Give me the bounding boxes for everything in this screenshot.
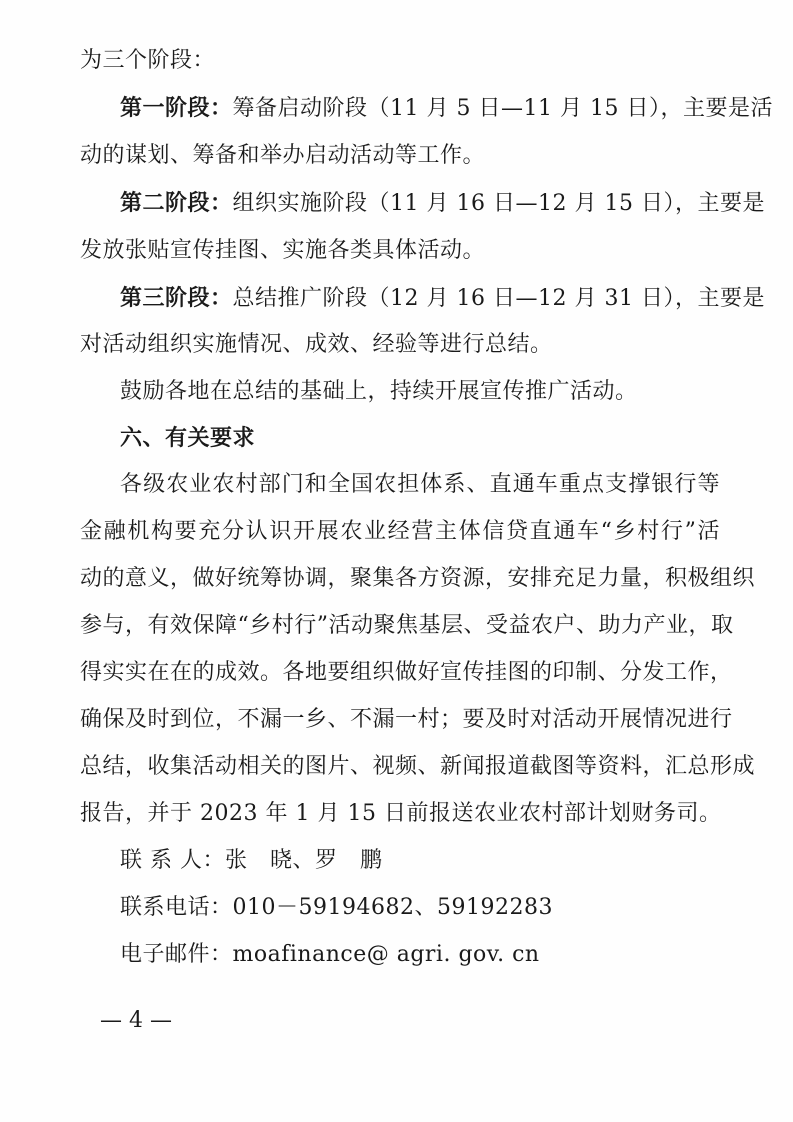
contact-email (120, 940, 720, 970)
stage2-text-line2: 发放张贴宣传挂图、实施各类具体活动。 (80, 238, 486, 263)
requirements-heading (120, 424, 720, 454)
requirements-line-1-text: 各级农业农村部门和全国农担体系、直通车重点支撑银行等 (120, 472, 720, 497)
requirements-line-4-text: 参与，有效保障“乡村行”活动聚焦基层、受益农户、助力产业，取 (80, 613, 734, 638)
encourage-text: 鼓励各地在总结的基础上，持续开展宣传推广活动。 (120, 379, 638, 404)
requirements-line-1 (120, 470, 720, 500)
contact-phone (120, 893, 720, 923)
stages-intro (80, 46, 720, 76)
requirements-line-3 (80, 564, 756, 594)
stage3-paragraph-line1 (120, 283, 765, 314)
stage3-paragraph-line2 (80, 330, 720, 360)
requirements-line-3-text: 动的意义，做好统筹协调，聚集各方资源，安排充足力量，积极组织 (80, 566, 756, 591)
stage2-label: 第二阶段： (120, 190, 233, 216)
requirements-line-8 (80, 799, 720, 829)
requirements-line-2-text: 金融机构要充分认识开展农业经营主体信贷直通车“乡村行”活 (80, 519, 720, 544)
requirements-line-7 (80, 752, 756, 782)
stage1-text-line2: 动的谋划、筹备和举办启动活动等工作。 (80, 143, 486, 168)
stage2-paragraph-line2 (80, 236, 720, 266)
requirements-line-6-text: 确保及时到位，不漏一乡、不漏一村；要及时对活动开展情况进行 (80, 707, 733, 732)
contact-phone-value: 010－59194682、59192283 (232, 895, 553, 920)
contact-email-value: moafinance@ agri. gov. cn (232, 942, 540, 967)
requirements-line-5-text: 得实实在在的成效。各地要组织做好宣传挂图的印制、分发工作， (80, 660, 733, 685)
stage1-paragraph-line2 (80, 141, 720, 171)
contact-email-label: 电子邮件： (120, 942, 233, 967)
stage2-text-line1: 组织实施阶段（11 月 16 日—12 月 15 日），主要是 (232, 191, 765, 216)
page-number: — 4 — (100, 1008, 172, 1033)
contact-phone-label: 联系电话： (120, 895, 233, 920)
contact-person-label: 联 系 人： (120, 848, 225, 873)
requirements-line-6 (80, 705, 733, 735)
requirements-line-7-text: 总结，收集活动相关的图片、视频、新闻报道截图等资料，汇总形成 (80, 754, 756, 779)
requirements-line-2 (80, 517, 720, 547)
stages-intro-text: 为三个阶段： (80, 48, 216, 73)
requirements-line-8-text: 报告，并于 2023 年 1 月 15 日前报送农业农村部计划财务司。 (80, 801, 722, 826)
requirements-line-4 (80, 611, 734, 641)
requirements-line-5 (80, 658, 733, 688)
contact-person (120, 846, 720, 876)
stage3-label: 第三阶段： (120, 285, 233, 311)
stage1-paragraph-line1 (120, 93, 773, 124)
requirements-heading-text: 六、有关要求 (120, 426, 256, 451)
stage3-text-line1: 总结推广阶段（12 月 16 日—12 月 31 日），主要是 (232, 286, 765, 311)
stage2-paragraph-line1 (120, 188, 765, 219)
stage1-text-line1: 筹备启动阶段（11 月 5 日—11 月 15 日），主要是活 (232, 96, 773, 121)
encourage-paragraph (120, 377, 720, 407)
stage1-label: 第一阶段： (120, 95, 233, 121)
stage3-text-line2: 对活动组织实施情况、成效、经验等进行总结。 (80, 332, 553, 357)
contact-person-value: 张 晓、罗 鹏 (225, 848, 383, 873)
